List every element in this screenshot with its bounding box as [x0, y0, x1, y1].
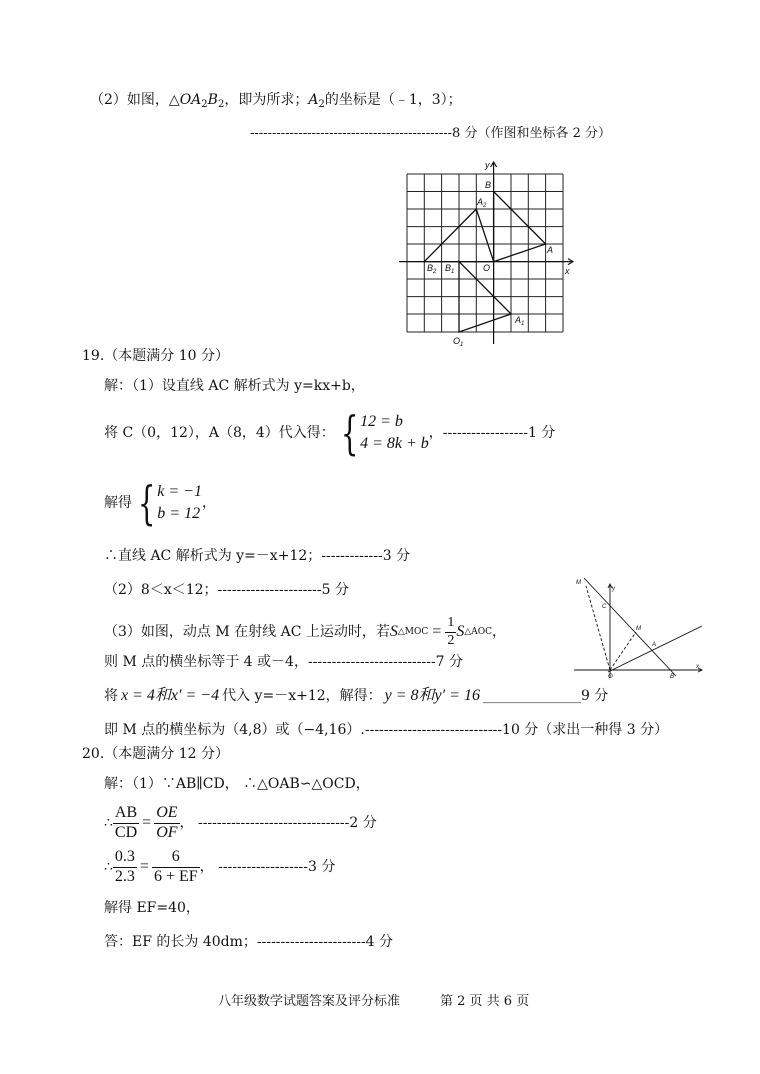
- fraction: $\frac{OE}{OF}$: [156, 804, 178, 841]
- graph-label: A: [547, 245, 554, 255]
- equation: k = −1: [157, 482, 202, 500]
- graph-label: $B_2$: [427, 263, 437, 275]
- q20-step1: 解：（1）∵AB∥CD， ∴△OAB∽△OCD，: [104, 776, 370, 792]
- graph-label: $B_1$: [445, 263, 455, 275]
- fig-label: B: [670, 674, 675, 680]
- text: =: [139, 858, 149, 876]
- score: ， -------------------3 分: [199, 858, 336, 875]
- equation: b = 12: [157, 505, 201, 522]
- q19-step3: [104, 478, 216, 528]
- fraction: $\frac{1}{2}$: [447, 615, 455, 648]
- graph-label: $A_2$: [477, 197, 487, 209]
- equation: 12 = b: [360, 412, 403, 430]
- text: （2）如图，: [90, 92, 169, 108]
- equation-system: { k = −1 b = 12: [137, 476, 202, 530]
- text: 的坐标是（﹣1，3）；: [324, 92, 462, 108]
- text: S: [456, 623, 465, 641]
- q19-step1: 解：（1）设直线 AC 解析式为 y=kx+b，: [104, 378, 365, 394]
- text: =: [432, 623, 442, 641]
- q19-step8: [104, 686, 608, 705]
- equation: 4 = 8k + b: [360, 435, 429, 452]
- score: ______________9 分: [482, 688, 609, 705]
- fig-label: A: [652, 642, 657, 648]
- text: =: [142, 814, 152, 832]
- q19-header: 19.（本题满分 10 分）: [82, 348, 229, 364]
- q20-step5: 答：EF 的长为 40dm；-----------------------4 分: [104, 934, 394, 950]
- text: ∴: [104, 858, 113, 875]
- q19-step7: 则 M 点的横坐标等于 4 或－4，---------------------------7 分: [104, 654, 464, 670]
- text: 2: [318, 99, 325, 110]
- text: △MOC: [397, 626, 429, 637]
- text: 2: [201, 99, 208, 110]
- q19-step9: 即 M 点的横坐标为（4,8）或（−4,16）.-----------------------------10 分（求出一种得 3 分）: [104, 722, 669, 738]
- text: 将 C（0，12），A（8，4）代入得：: [104, 424, 335, 441]
- text: ，即为所求；: [224, 92, 309, 108]
- q20-step3: [104, 844, 335, 890]
- q19-step2: [104, 408, 555, 458]
- text: 代入 y=－x+12，解得：: [222, 688, 382, 705]
- fig-label: C: [602, 604, 607, 610]
- fig-label: y: [612, 586, 615, 592]
- text: ∴: [104, 814, 113, 831]
- q19-step4: ∴直线 AC 解析式为 y=－x+12；-------------3 分: [104, 548, 411, 564]
- text: （3）如图，动点 M 在射线 AC 上运动时，若: [104, 623, 390, 640]
- text: 将: [104, 688, 118, 705]
- footer-title: 八年级数学试题答案及评分标准: [218, 994, 401, 1009]
- q20-step2: [104, 800, 377, 846]
- text: 解得: [104, 494, 132, 511]
- q19-figure: [572, 572, 708, 684]
- equation-system: { 12 = b 4 = 8k + b: [340, 406, 429, 460]
- coordinate-grid-figure: [395, 158, 585, 350]
- graph-label: $A_1$: [515, 315, 525, 327]
- q19-step6: [104, 612, 506, 652]
- text: ，: [201, 494, 216, 511]
- fig-label: M: [576, 580, 581, 586]
- text: B: [207, 92, 218, 108]
- graph-label: y: [485, 160, 490, 170]
- q19-step5: （2）8＜x＜12；----------------------5 分: [104, 582, 349, 598]
- fraction: $\frac{6}{6 + EF}$: [153, 848, 198, 885]
- text: y = 8和y′ = 16: [384, 687, 480, 704]
- fraction: $\frac{AB}{CD}$: [114, 804, 138, 841]
- text: △AOC: [464, 626, 492, 637]
- text: A: [308, 92, 319, 108]
- text: 2: [217, 99, 225, 110]
- q20-header: 20.（本题满分 12 分）: [82, 746, 229, 762]
- part2-line: [90, 92, 462, 111]
- fraction: $\frac{0.3}{2.3}$: [114, 848, 135, 885]
- text: △OA: [168, 92, 202, 108]
- graph-label: $O_1$: [453, 336, 464, 348]
- text: S: [389, 623, 398, 641]
- graph-label: B: [485, 180, 492, 190]
- text: x = 4和x′ = −4: [121, 687, 220, 704]
- score: ，------------------1 分: [428, 424, 556, 441]
- footer-page: 第 2 页 共 6 页: [440, 994, 530, 1009]
- fig-label: M: [636, 626, 641, 632]
- q20-step4: 解得 EF=40，: [104, 900, 200, 916]
- fig-label: O: [608, 674, 613, 680]
- score: ， --------------------------------2 分: [179, 814, 377, 831]
- fig-label: x: [696, 664, 699, 670]
- graph-label: O: [483, 263, 491, 273]
- graph-label: x: [565, 266, 570, 276]
- part2-score: ----------------------------------------------8 分（作图和坐标各 2 分）: [250, 126, 611, 141]
- text: ，: [492, 623, 506, 640]
